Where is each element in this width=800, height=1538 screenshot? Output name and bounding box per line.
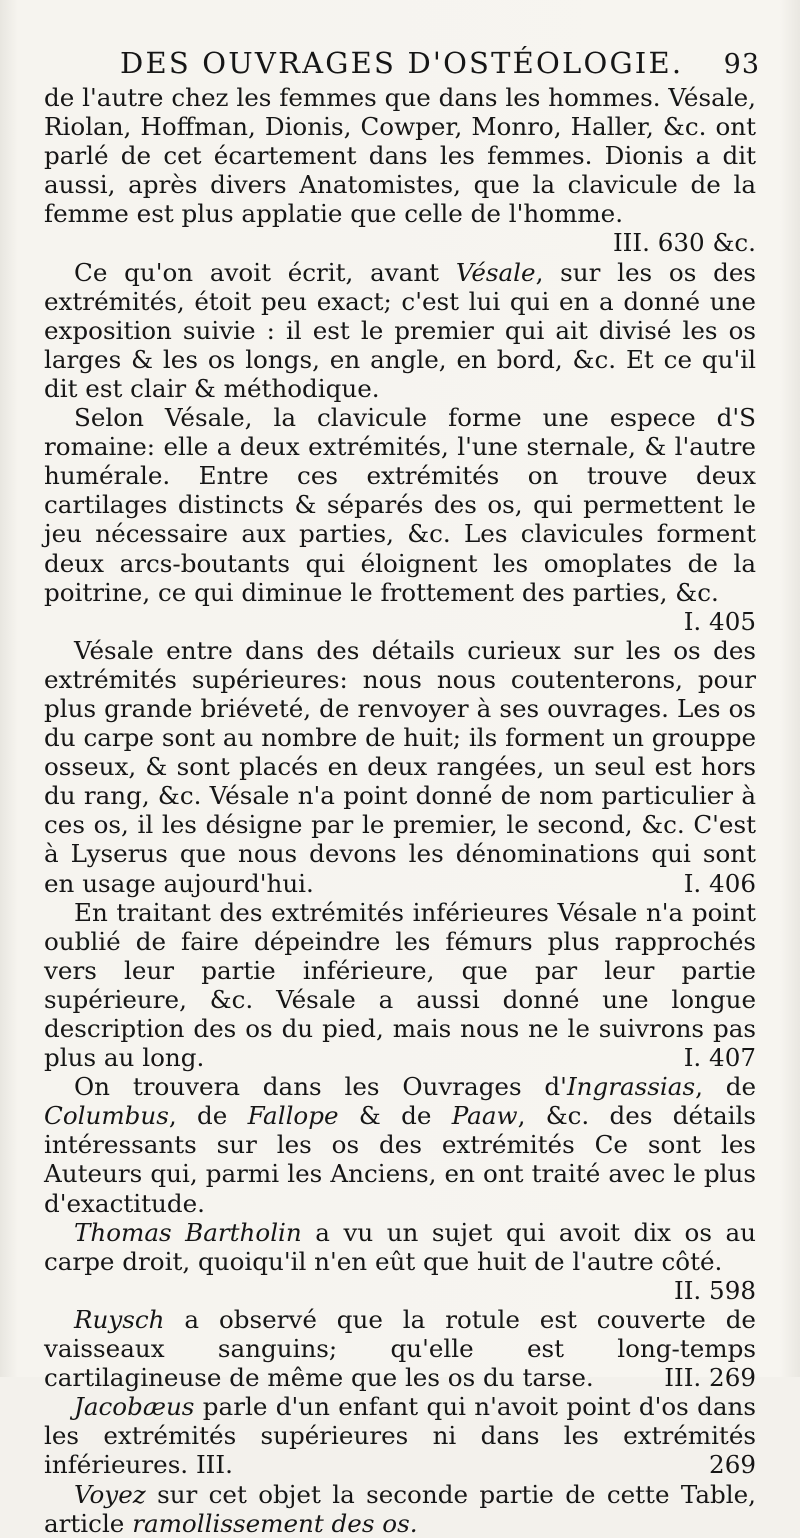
paragraph: Vésale entre dans des détails curieux sur les os des extrémités supérieures: nous nous coutenterons, pour plus grande briéveté, de renvoyer à ses ouvrages. Les os du carpe sont au nombre de huit; ils forment un grouppe osseux, & sont placés en deux rangées, un seul est hors du rang, &c. Vésale n'a point donné de nom particulier à ces os, il les désigne par le premier, le second, &c. C'est à Lyserus que nous devons les dénominations qui sont en usage aujourd'hui. I. 406 — [44, 635, 756, 898]
cross-reference-article: ramollissement des os. — [132, 1508, 418, 1538]
author-name: Fallope — [247, 1101, 339, 1131]
author-name: Columbus — [44, 1101, 169, 1131]
author-name: Vésale — [455, 257, 536, 287]
paragraph: Voyez sur cet objet la seconde partie de cette Table, article ramollissement des os. — [44, 1479, 756, 1538]
author-name: Jacobæus — [74, 1392, 195, 1422]
author-name: Thomas Bartholin — [74, 1217, 302, 1247]
page-number: 93 — [723, 49, 760, 80]
running-header — [120, 46, 760, 86]
page-reference: I. 407 — [683, 1043, 756, 1073]
body-text — [44, 83, 756, 1538]
author-name: Paaw — [451, 1101, 518, 1131]
author-name: Ingrassias — [566, 1072, 696, 1102]
page-reference: I. 406 — [683, 868, 756, 898]
page-reference: I. 405 — [683, 606, 756, 636]
running-title: DES OUVRAGES D'OSTÉOLOGIE. — [120, 46, 684, 80]
paragraph: Selon Vésale, la clavicule forme une espece d'S romaine: elle a deux extrémités, l'une sternale, & l'autre humérale. Entre ces extrémités on trouve deux cartilages distincts & séparés des os, qui permettent le jeu nécessaire aux parties, &c. Les clavicules forment deux arcs-boutants qui éloignent les omoplates de la poitrine, ce qui diminue le frottement des parties, &c. I. 405 — [44, 403, 756, 636]
paragraph: En traitant des extrémités inférieures Vésale n'a point oublié de faire dépeindre les fémurs plus rapprochés vers leur partie inférieure, que par leur partie supérieure, &c. Vésale a aussi donné une longue description des os du pied, mais nous ne le suivrons pas plus au long. I. 407 — [44, 897, 756, 1073]
page-reference: III. 630 &c. — [612, 228, 756, 258]
paragraph: On trouvera dans les Ouvrages d'Ingrassias, de Columbus, de Fallope & de Paaw, &c. des détails intéressants sur les os des extrémités Ce sont les Auteurs qui, parmi les Anciens, en ont traité avec le plus d'exactitude. — [44, 1072, 757, 1218]
page-reference: III. 269 — [664, 1363, 756, 1393]
paragraph: Jacobæus parle d'un enfant qui n'avoit point d'os dans les extrémités supérieures ni dans les extrémités inférieures. III. 269 — [44, 1392, 756, 1480]
author-name: Ruysch — [74, 1304, 165, 1334]
paragraph: de l'autre chez les femmes que dans les hommes. Vésale, Riolan, Hoffman, Dionis, Cowper, Monro, Haller, &c. ont parlé de cet écartement dans les femmes. Dionis a dit aussi, après divers Anatomistes, que la clavicule de la femme est plus applatie que celle de l'homme. III. 630 &c. — [44, 83, 756, 258]
paragraph: Ce qu'on avoit écrit, avant Vésale, sur les os des extrémités, étoit peu exact; c'est lui qui en a donné une exposition suivie : il est le premier qui ait divisé les os larges & les os longs, en angle, en bord, &c. Et ce qu'il dit est clair & méthodique. — [44, 257, 756, 403]
cross-reference-word: Voyez — [74, 1479, 146, 1509]
paragraph: Ruysch a observé que la rotule est couverte de vaisseaux sanguins; qu'elle est long-temps cartilagineuse de même que les os du tarse. III. 269 — [44, 1304, 756, 1393]
page-reference: 269 — [709, 1450, 756, 1480]
paragraph: Thomas Bartholin a vu un sujet qui avoit dix os au carpe droit, quoiqu'il n'en eût que huit de l'autre côté. II. 598 — [44, 1217, 756, 1305]
page-reference: II. 598 — [673, 1275, 756, 1305]
